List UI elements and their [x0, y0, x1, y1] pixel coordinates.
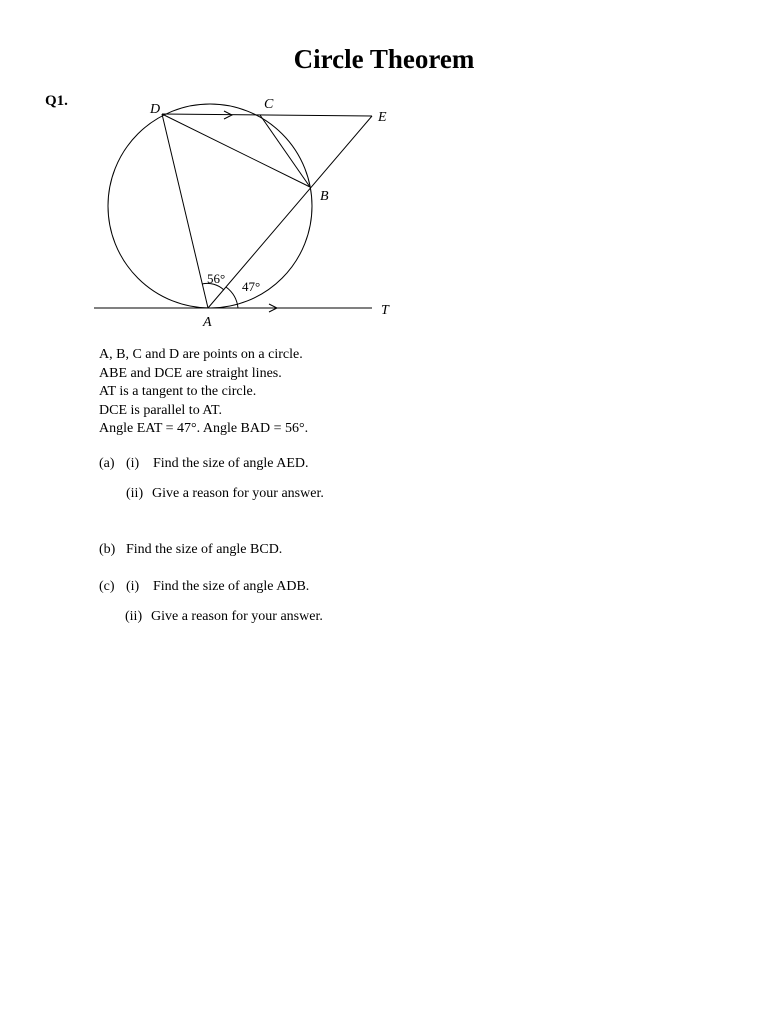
part-c-i — [99, 579, 309, 595]
angle-label-eat: 47° — [242, 279, 261, 294]
line-dce — [162, 114, 372, 116]
label-b: B — [320, 189, 329, 204]
given-line: A, B, C and D are points on a circle. — [99, 347, 303, 362]
part-a-i-text: Find the size of angle AED. — [153, 456, 309, 471]
part-c-ii-text: Give a reason for your answer. — [151, 609, 323, 624]
label-a: A — [203, 315, 212, 330]
part-c-ii-label: (ii) — [125, 609, 143, 624]
circle-theorem-diagram — [0, 0, 768, 340]
part-c-label: (c) — [99, 579, 115, 594]
part-c-i-text: Find the size of angle ADB. — [153, 579, 310, 594]
given-line: Angle EAT = 47°. Angle BAD = 56°. — [99, 421, 309, 436]
part-a-ii-text: Give a reason for your answer. — [152, 486, 324, 501]
question-number: Q1. — [45, 93, 68, 109]
chord-db — [162, 114, 310, 187]
part-b-text: Find the size of angle BCD. — [126, 542, 283, 557]
part-a-label: (a) — [99, 456, 115, 471]
part-a-i — [99, 456, 309, 472]
page-title: Circle Theorem — [293, 44, 475, 74]
part-b-label: (b) — [99, 542, 116, 557]
line-abe — [208, 116, 372, 308]
part-a-ii — [126, 486, 324, 502]
given-line: DCE is parallel to AT. — [99, 402, 222, 418]
given-line: ABE and DCE are straight lines. — [99, 365, 282, 381]
given-statements — [99, 346, 308, 439]
label-d: D — [150, 102, 161, 117]
part-c-ii — [125, 609, 323, 625]
part-b — [99, 542, 282, 558]
given-line: AT is a tangent to the circle. — [99, 384, 257, 399]
chord-ad — [162, 114, 208, 308]
part-a-ii-label: (ii) — [126, 486, 144, 501]
chord-cb — [260, 115, 310, 187]
part-a-i-label: (i) — [126, 456, 140, 471]
part-c-i-label: (i) — [126, 579, 140, 594]
label-e: E — [378, 110, 387, 125]
label-c: C — [264, 97, 274, 112]
angle-label-bad: 56° — [207, 271, 226, 286]
label-t: T — [381, 303, 389, 318]
